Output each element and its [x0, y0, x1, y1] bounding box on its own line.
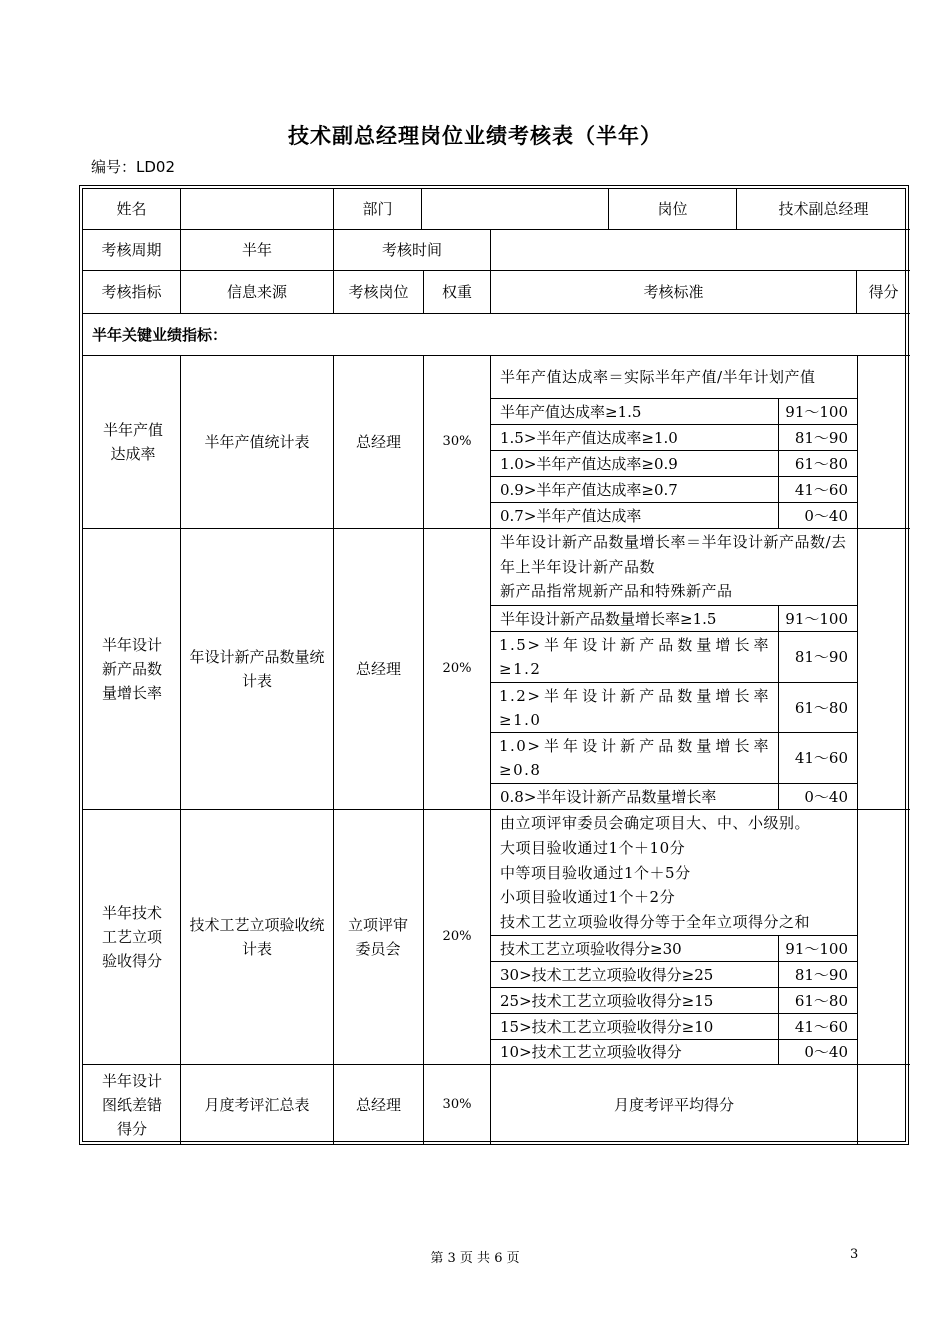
criteria-score: 61～80 — [794, 991, 848, 1010]
kpi-weight: 20% — [442, 661, 472, 676]
criteria-score: 61～80 — [794, 454, 848, 473]
page-number: 3 — [850, 1247, 859, 1262]
kpi-weight: 20% — [442, 929, 472, 944]
kpi-rule: 中等项目验收通过1个＋5分 — [500, 863, 691, 882]
kpi-source: 月度考评汇总表 — [204, 1096, 310, 1114]
post-value: 技术副总经理 — [778, 200, 869, 218]
criteria-condition: 0.7>半年产值达成率 — [500, 506, 642, 525]
dept-field[interactable] — [422, 189, 608, 229]
kpi-standard: 月度考评平均得分 — [613, 1096, 734, 1114]
column-header: 得分 — [868, 283, 899, 301]
kpi-name: 半年产值达成率 — [103, 421, 164, 463]
kpi-rule: 小项目验收通过1个＋2分 — [500, 888, 676, 907]
criteria-condition: 0.9>半年产值达成率≥0.7 — [500, 480, 678, 499]
criteria-condition: 30>技术工艺立项验收得分≥25 — [500, 965, 714, 984]
criteria-score: 41～60 — [794, 749, 848, 767]
column-header: 考核指标 — [101, 283, 162, 301]
time-field[interactable] — [491, 230, 910, 270]
column-header: 权重 — [441, 283, 472, 301]
kpi-description — [491, 811, 857, 935]
kpi-note: 新产品指常规新产品和特殊新产品 — [500, 582, 733, 600]
kpi-rule: 技术工艺立项验收得分等于全年立项得分之和 — [500, 913, 811, 932]
criteria-score: 0～40 — [804, 506, 848, 525]
column-header: 考核岗位 — [348, 283, 409, 301]
criteria-score: 91～100 — [785, 609, 848, 628]
kpi-post: 总经理 — [355, 660, 401, 678]
score-field[interactable] — [858, 810, 910, 1064]
assessment-table — [79, 185, 909, 1145]
kpi-source: 半年产值统计表 — [204, 433, 310, 451]
post-label: 岗位 — [657, 200, 688, 218]
criteria-score: 91～100 — [785, 939, 848, 958]
column-header: 信息来源 — [226, 283, 287, 301]
kpi-formula: 半年产值达成率＝实际半年产值/半年计划产值 — [500, 368, 816, 386]
criteria-score: 0～40 — [804, 787, 848, 806]
name-field[interactable] — [181, 189, 333, 229]
criteria-score: 41～60 — [794, 1017, 848, 1036]
criteria-score: 81～90 — [794, 965, 848, 984]
criteria-score: 41～60 — [794, 480, 848, 499]
score-field[interactable] — [858, 356, 910, 528]
section-title: 半年关键业绩指标： — [92, 325, 228, 344]
kpi-post: 总经理 — [355, 1096, 401, 1114]
kpi-post: 立项评审委员会 — [347, 916, 408, 958]
kpi-name: 半年设计图纸差错得分 — [101, 1072, 162, 1138]
table-inner-border — [82, 188, 906, 1142]
criteria-score: 81～90 — [794, 428, 848, 447]
criteria-condition: 25>技术工艺立项验收得分≥15 — [500, 991, 714, 1010]
page-footer: 第 3 页 共 6 页 — [430, 1251, 520, 1266]
kpi-rule: 由立项评审委员会确定项目大、中、小级别。 — [500, 814, 811, 832]
score-field[interactable] — [858, 1065, 910, 1145]
criteria-condition: 0.8>半年设计新产品数量增长率 — [500, 787, 717, 806]
criteria-condition: 1.2>半年设计新产品数量增长率≥1.0 — [499, 686, 770, 729]
kpi-description — [491, 530, 857, 605]
kpi-rule: 大项目验收通过1个＋10分 — [500, 838, 686, 857]
criteria-condition: 1.0>半年产值达成率≥0.9 — [500, 454, 678, 473]
criteria-condition: 技术工艺立项验收得分≥30 — [500, 939, 682, 958]
period-label: 考核周期 — [101, 241, 162, 259]
criteria-condition: 1.5>半年设计新产品数量增长率≥1.2 — [499, 636, 770, 678]
criteria-score: 61～80 — [794, 698, 848, 717]
criteria-condition: 半年设计新产品数量增长率≥1.5 — [500, 609, 717, 628]
criteria-condition: 半年产值达成率≥1.5 — [500, 402, 642, 421]
form-code: 编号：LD02 — [91, 158, 175, 176]
kpi-weight: 30% — [442, 1097, 472, 1112]
page-title: 技术副总经理岗位业绩考核表（半年） — [288, 124, 662, 148]
criteria-condition: 15>技术工艺立项验收得分≥10 — [500, 1017, 714, 1036]
name-label: 姓名 — [116, 200, 147, 218]
criteria-condition: 10>技术工艺立项验收得分 — [500, 1043, 682, 1061]
kpi-name: 半年技术工艺立项验收得分 — [101, 904, 162, 970]
kpi-weight: 30% — [442, 434, 472, 449]
time-label: 考核时间 — [381, 241, 442, 259]
criteria-condition: 1.0>半年设计新产品数量增长率≥0.8 — [499, 737, 770, 779]
kpi-formula: 半年设计新产品数量增长率＝半年设计新产品数/去年上半年设计新产品数 — [500, 533, 847, 576]
criteria-score: 0～40 — [804, 1043, 848, 1061]
kpi-source: 技术工艺立项验收统计表 — [189, 916, 325, 958]
criteria-condition: 1.5>半年产值达成率≥1.0 — [500, 428, 678, 447]
period-value: 半年 — [241, 241, 272, 259]
kpi-name: 半年设计新产品数量增长率 — [101, 636, 162, 702]
criteria-score: 81～90 — [794, 648, 848, 666]
column-header: 考核标准 — [643, 283, 704, 301]
dept-label: 部门 — [362, 200, 393, 218]
score-field[interactable] — [858, 529, 910, 809]
kpi-post: 总经理 — [355, 433, 401, 451]
kpi-source: 年设计新产品数量统计表 — [189, 648, 325, 690]
criteria-score: 91～100 — [785, 402, 848, 421]
